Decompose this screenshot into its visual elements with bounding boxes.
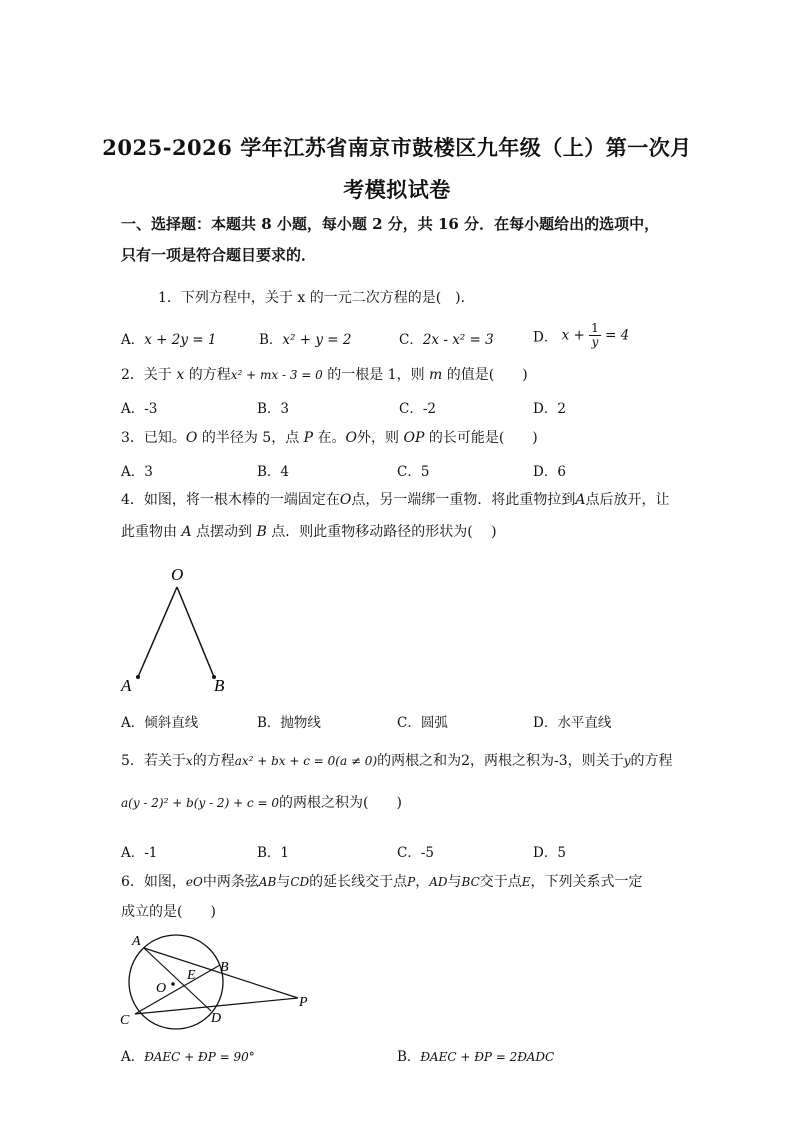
q6-line1-text-4: 的延长线交于点 bbox=[309, 874, 408, 890]
q2-stem-text-1: 2．关于 bbox=[121, 367, 172, 383]
q4-option-d: D．水平直线 bbox=[533, 715, 612, 731]
section-header-line-2: 只有一项是符合题目要求的． bbox=[121, 246, 317, 264]
q6-label-a: A bbox=[132, 934, 141, 949]
q4-line1-text-2: 点，另一端绑一重物．将此重物拉到 bbox=[351, 492, 576, 508]
q4-line-oa bbox=[138, 587, 177, 677]
q1-option-d-post: = 4 bbox=[605, 327, 630, 344]
q5-option-b: B．1 bbox=[257, 845, 290, 861]
q6-option-a bbox=[121, 1045, 255, 1065]
q2-option-a: A．-3 bbox=[121, 401, 158, 417]
q2-option-c: C．-2 bbox=[399, 401, 436, 417]
q2-option-b: B．3 bbox=[257, 401, 290, 417]
q3-stem-text-5: 的长可能是( ) bbox=[428, 430, 538, 446]
q6-label-d: D bbox=[211, 1011, 222, 1026]
q4-label-o: O bbox=[171, 565, 184, 584]
q4-option-b: B．抛物线 bbox=[257, 715, 321, 731]
q1-option-d bbox=[533, 322, 629, 352]
q2-stem-var-m: m bbox=[429, 367, 443, 383]
q6-center-o bbox=[171, 982, 175, 986]
q2-option-d: D．2 bbox=[533, 401, 566, 417]
q6-chord-ad bbox=[144, 948, 211, 1011]
q4-point-a bbox=[136, 675, 140, 679]
q3-stem-var-p: P bbox=[303, 430, 314, 446]
q3-stem bbox=[121, 428, 538, 448]
q4-stem-line-1 bbox=[121, 490, 670, 510]
q3-option-d: D．6 bbox=[533, 464, 566, 480]
q1-option-c bbox=[399, 328, 494, 348]
q6-line1-var-bc: BC bbox=[461, 875, 480, 889]
q4-line2-text-3: 点．则此重物移动路径的形状为( ) bbox=[271, 524, 497, 540]
q1-option-d-numerator: 1 bbox=[591, 321, 599, 335]
q3-stem-var-o-2: O bbox=[345, 430, 358, 446]
q6-option-a-expr: ÐAEC + ÐP = 90° bbox=[144, 1050, 255, 1064]
q6-stem-line-1 bbox=[121, 872, 643, 892]
q5-line1-equation: ax² + bx + c = 0(a ≠ 0) bbox=[234, 754, 378, 768]
q4-line2-var-a: A bbox=[181, 524, 192, 540]
q5-line2-equation: a(y - 2)² + b(y - 2) + c = 0 bbox=[121, 796, 279, 810]
q6-line1-text-7: 交于点 bbox=[479, 874, 522, 890]
q6-option-a-label: A． bbox=[121, 1049, 145, 1065]
title-line-1: 2025-2026 学年江苏省南京市鼓楼区九年级（上）第一次月 bbox=[102, 135, 692, 160]
q5-option-c: C．-5 bbox=[397, 845, 434, 861]
q6-circle bbox=[129, 935, 223, 1029]
q6-line1-text-3: 与 bbox=[276, 874, 291, 890]
q1-option-d-denominator: y bbox=[591, 335, 599, 349]
q4-label-b: B bbox=[214, 676, 225, 695]
q6-line1-text-6: 与 bbox=[447, 874, 462, 890]
q4-stem-line-2 bbox=[121, 522, 497, 542]
q5-stem-line-1 bbox=[121, 751, 672, 771]
q2-stem bbox=[121, 365, 528, 385]
q5-line1-text-3: 的两根之和为2，两根之积为-3，则关于 bbox=[377, 753, 624, 769]
q4-option-c: C．圆弧 bbox=[397, 715, 448, 731]
q3-option-b: B．4 bbox=[257, 464, 290, 480]
q6-label-p: P bbox=[299, 995, 308, 1010]
q6-line1-var-e: E bbox=[521, 875, 531, 889]
q3-stem-var-o: O bbox=[185, 430, 198, 446]
q6-line1-var-ad: AD bbox=[429, 875, 448, 889]
q2-stem-text-2: 的方程 bbox=[188, 367, 231, 383]
q5-stem-line-2 bbox=[121, 793, 402, 813]
section-header-line-1: 一、选择题：本题共 8 小题，每小题 2 分，共 16 分．在每小题给出的选项中， bbox=[121, 215, 660, 233]
q6-line1-text-1: 6．如图， bbox=[121, 874, 186, 890]
q2-stem-text-4: 的值是( ) bbox=[446, 367, 528, 383]
q3-stem-text-2: 的半径为 5，点 bbox=[201, 430, 300, 446]
q6-label-e: E bbox=[187, 968, 196, 983]
q6-option-b-label: B． bbox=[397, 1049, 421, 1065]
q6-circle-figure bbox=[110, 925, 325, 1030]
q4-line1-var-a: A bbox=[575, 492, 586, 508]
q2-stem-equation: x² + mx - 3 = 0 bbox=[230, 368, 323, 382]
q1-option-c-label: C． bbox=[399, 332, 423, 348]
q2-stem-var-x: x bbox=[176, 367, 185, 383]
q3-option-a: A．3 bbox=[121, 464, 153, 480]
q1-option-a-expr: x + 2y = 1 bbox=[144, 332, 217, 348]
q6-option-b bbox=[397, 1045, 554, 1065]
q4-line-ob bbox=[177, 587, 214, 677]
q2-stem-text-3: 的一根是 1，则 bbox=[327, 367, 425, 383]
q1-stem: 1．下列方程中，关于 x 的一元二次方程的是( )． bbox=[158, 290, 475, 306]
q5-option-a: A．-1 bbox=[121, 845, 158, 861]
q4-line1-var-o: O bbox=[339, 492, 352, 508]
q4-line1-text-1: 4．如图，将一根木棒的一端固定在 bbox=[121, 492, 340, 508]
q6-label-o: O bbox=[156, 981, 167, 996]
q6-stem-line-2: 成立的是( ) bbox=[121, 904, 216, 920]
q4-line2-text-1: 此重物由 bbox=[121, 524, 177, 540]
q5-line1-text-2: 的方程 bbox=[192, 753, 235, 769]
q1-option-d-fraction bbox=[589, 322, 601, 349]
q5-line1-var-y: y bbox=[623, 754, 631, 768]
q6-label-b: B bbox=[220, 960, 229, 975]
q6-option-b-expr: ÐAEC + ÐP = 2ÐADC bbox=[420, 1050, 555, 1064]
q5-line2-text: 的两根之积为( ) bbox=[278, 795, 402, 811]
q1-option-b-label: B． bbox=[259, 332, 283, 348]
q6-line1-var-ab: AB bbox=[258, 875, 277, 889]
q6-line1-circle-o: eO bbox=[185, 875, 203, 889]
q6-label-c: C bbox=[120, 1013, 130, 1028]
q4-line2-var-b: B bbox=[256, 524, 267, 540]
q1-option-c-expr: 2x - x² = 3 bbox=[422, 332, 494, 348]
q1-option-a-label: A． bbox=[121, 332, 145, 348]
q6-line1-text-2: 中两条弦 bbox=[202, 874, 259, 890]
q6-line1-var-p: P bbox=[407, 875, 416, 889]
q5-line1-text-4: 的方程 bbox=[630, 753, 673, 769]
q5-line1-text-1: 5．若关于 bbox=[121, 753, 186, 769]
q3-stem-text-1: 3．已知。 bbox=[121, 430, 186, 446]
q4-label-a: A bbox=[121, 676, 132, 695]
q3-option-c: C．5 bbox=[397, 464, 430, 480]
q4-line2-text-2: 点摆动到 bbox=[196, 524, 253, 540]
q3-stem-text-4: 外，则 bbox=[357, 430, 400, 446]
q1-option-b bbox=[259, 328, 351, 348]
q4-option-a: A．倾斜直线 bbox=[121, 715, 199, 731]
q5-line1-var-x: x bbox=[185, 754, 193, 768]
q1-option-d-pre: x + bbox=[561, 327, 585, 344]
q6-line1-var-cd: CD bbox=[290, 875, 310, 889]
q1-option-b-expr: x² + y = 2 bbox=[282, 332, 352, 348]
q4-line1-text-3: 点后放开，让 bbox=[585, 492, 670, 508]
q1-option-a bbox=[121, 328, 216, 348]
q1-option-d-label: D． bbox=[533, 329, 558, 346]
q4-pendulum-figure bbox=[110, 560, 240, 700]
q6-line1-text-5: ， bbox=[415, 874, 430, 890]
q5-option-d: D．5 bbox=[533, 845, 566, 861]
q6-line1-text-8: ，下列关系式一定 bbox=[530, 874, 643, 890]
q3-stem-var-op: OP bbox=[403, 430, 425, 446]
title-line-2: 考模拟试卷 bbox=[343, 177, 451, 202]
q3-stem-text-3: 在。 bbox=[317, 430, 346, 446]
